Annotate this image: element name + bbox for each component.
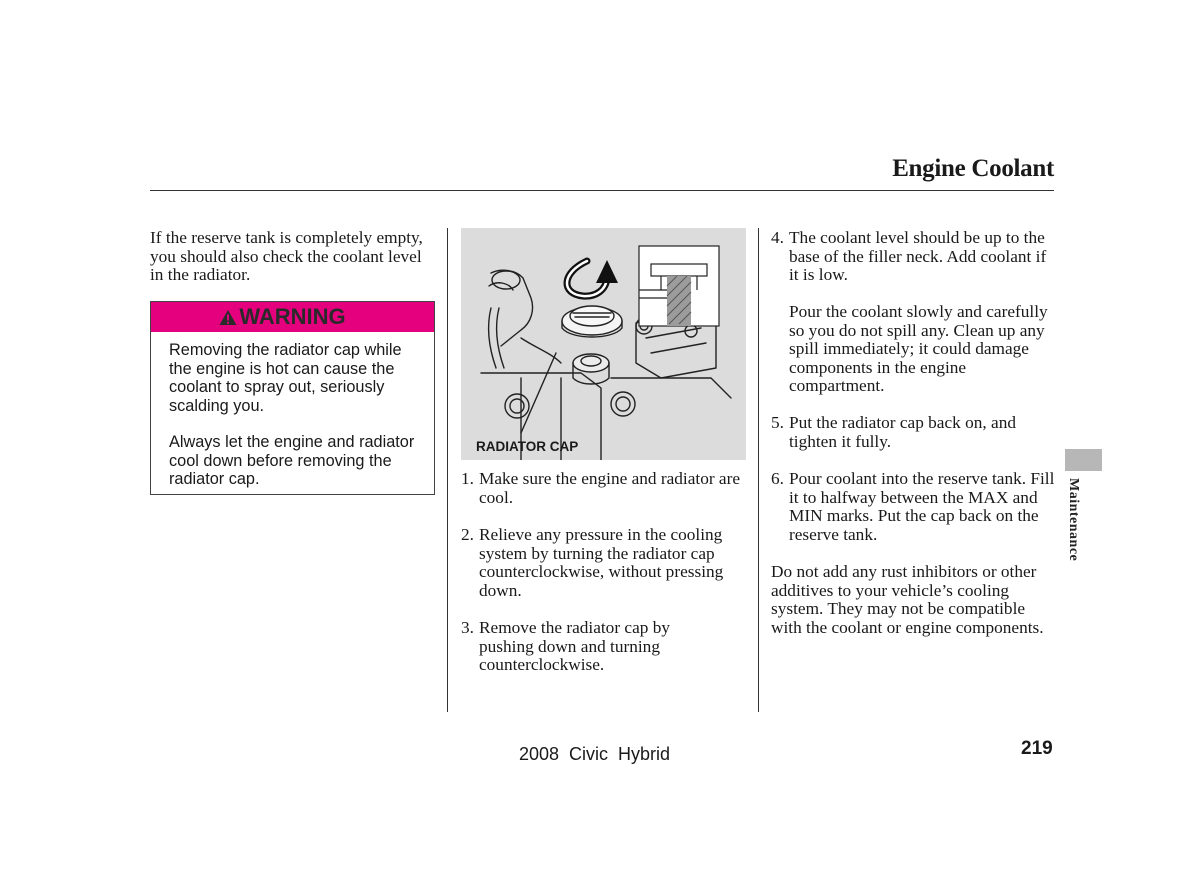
step-text: Remove the radiator cap by pushing down and turning counterclockwise. <box>479 618 670 675</box>
section-tab <box>1065 449 1102 471</box>
step-text: The coolant level should be up to the base of the filler neck. Add coolant if it is low. <box>789 228 1047 285</box>
header-divider <box>150 190 1054 191</box>
counterclockwise-arrow-icon <box>567 260 618 296</box>
filler-neck-detail-inset <box>639 246 719 326</box>
closing-paragraph: Do not add any rust inhibitors or other additives to your vehicle’s cooling system. They may not be compatible with the coolant or engine components. <box>771 562 1044 637</box>
warning-triangle-icon <box>219 309 237 326</box>
step-text: Pour coolant into the reserve tank. Fill it to halfway between the MAX and MIN marks. Put the cap back on the reserve tank. <box>789 469 1055 544</box>
page-title: Engine Coolant <box>892 155 1054 182</box>
warning-label: WARNING <box>239 304 346 329</box>
intro-paragraph: If the reserve tank is completely empty, you should also check the coolant level in the radiator. <box>150 228 423 285</box>
step-number: 4. <box>771 228 784 247</box>
step-text: Put the radiator cap back on, and tighten it fully. <box>789 413 1016 451</box>
step-text: Relieve any pressure in the cooling system by turning the radiator cap counterclockwise, without pressing down. <box>479 525 724 600</box>
step-number: 5. <box>771 413 784 432</box>
step-note: Pour the coolant slowly and carefully so you do not spill any. Clean up any spill immediately; it could damage components in the engine compartment. <box>789 302 1048 396</box>
engine-bay-drawing <box>461 228 746 460</box>
figure-caption: RADIATOR CAP <box>476 439 579 454</box>
section-label: Maintenance <box>1066 478 1081 562</box>
step-number: 3. <box>461 618 474 637</box>
footer-title: 2008 Civic Hybrid <box>519 744 671 764</box>
step-number: 1. <box>461 469 474 488</box>
warning-text: Always let the engine and radiator cool down before removing the radiator cap. <box>169 433 415 489</box>
step-number: 6. <box>771 469 784 488</box>
warning-text: Removing the radiator cap while the engine is hot can cause the coolant to spray out, seriously scalding you. <box>169 341 402 415</box>
step-number: 2. <box>461 525 474 544</box>
page-number: 219 <box>1021 738 1053 759</box>
radiator-cap-illustration <box>461 228 746 460</box>
warning-header <box>151 302 434 332</box>
warning-box <box>150 301 435 495</box>
column-divider <box>447 228 448 712</box>
step-text: Make sure the engine and radiator are cool. <box>479 469 741 507</box>
column-divider <box>758 228 759 712</box>
